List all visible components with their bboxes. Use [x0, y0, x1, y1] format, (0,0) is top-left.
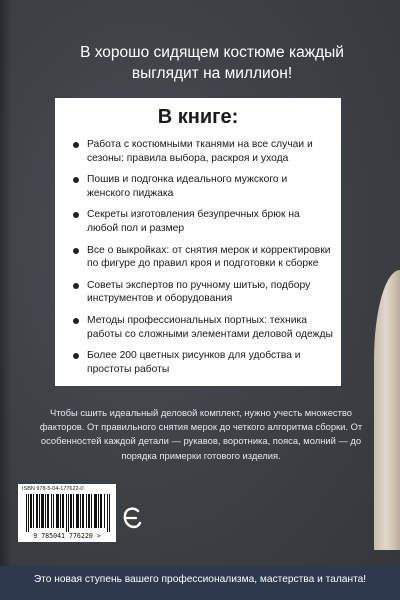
barcode-digits: 9 785041 776220 > — [33, 532, 101, 540]
contents-panel — [55, 98, 341, 386]
bullet-icon — [73, 142, 79, 148]
list-item — [71, 138, 333, 165]
list-item-text: Секреты изготовления безупречных брюк на любой пол и размер — [87, 209, 300, 234]
list-item — [71, 244, 333, 271]
list-item-text: Пошив и подгонка идеального мужского и женского пиджака — [87, 174, 288, 199]
bottom-band-text: Это новая ступень вашего профессионализма, мастерства и таланта! — [33, 574, 367, 585]
bullet-icon — [73, 248, 79, 254]
bullet-icon — [73, 318, 79, 324]
list-item-text: Методы профессиональных портных: техника работы со сложными элементами деловой одежды — [87, 314, 333, 340]
list-item — [71, 208, 333, 235]
publisher-logo-icon — [122, 506, 142, 530]
contents-list — [71, 138, 333, 384]
description-text: Чтобы сшить идеальный деловой комплект, нужно учесть множество факторов. От правильного снятия мерок до четкого алгоритма сборки. От особенностей каждой детали — рукавов, воротника, пояса, молний — до порядка примерки готового изделия. — [39, 407, 363, 461]
bottom-band — [0, 566, 400, 600]
list-item-text: Советы экспертов по ручному шитью, подбору инструментов и оборудования — [87, 279, 311, 305]
list-item — [71, 173, 333, 200]
list-item — [71, 314, 333, 341]
fabric-edge-decoration — [374, 270, 400, 550]
list-item — [71, 279, 333, 306]
isbn-text: ISBN 978-5-04-177622-0 — [22, 486, 84, 492]
barcode-area — [18, 484, 116, 542]
panel-title: В книге: — [157, 106, 239, 128]
list-item-text: Более 200 цветных рисунков для удобства и простоты работы — [87, 350, 301, 375]
spine-shadow — [0, 0, 12, 600]
barcode-icon — [26, 494, 110, 532]
bullet-icon — [73, 353, 79, 359]
bullet-icon — [73, 212, 79, 218]
bullet-icon — [73, 283, 79, 289]
bullet-icon — [73, 177, 79, 183]
tagline: В хорошо сидящем костюме каждый выглядит на миллион! — [80, 44, 344, 82]
list-item — [71, 349, 333, 376]
list-item-text: Работа с костюмными тканями на все случаи и сезоны: правила выбора, раскроя и ухода — [87, 139, 313, 164]
list-item-text: Все о выкройках: от снятия мерок и корректировки по фигуре до правил кроя и подготовки к сборке — [87, 244, 331, 270]
